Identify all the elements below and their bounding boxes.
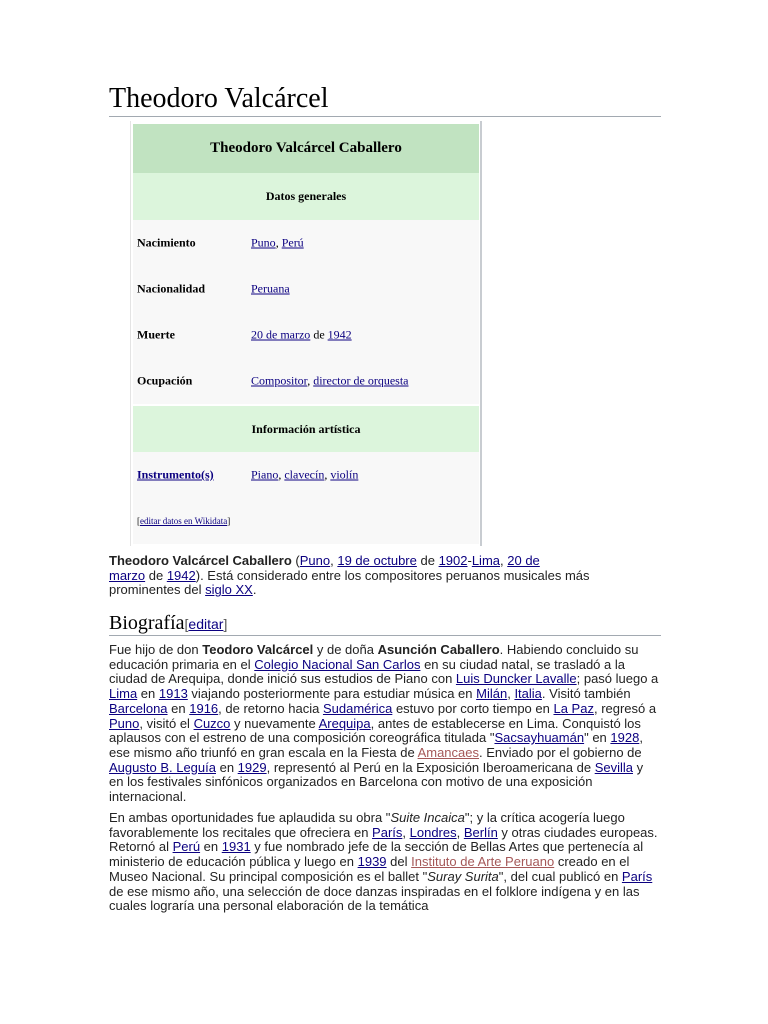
link[interactable]: 1928: [610, 730, 640, 746]
link[interactable]: Lima: [109, 686, 138, 702]
infobox-value: 20 de marzo de 1942: [251, 327, 352, 342]
bio-paragraph-2: En ambas oportunidades fue aplaudida su obra "Suite Incaica"; y la crítica acogería luego favorablemente los recitales que ofreciera en París, Londres, Berlín y otras ciudades europeas. Retornó al Perú en 1931 y fue nombrado jefe de la sección de Bellas Artes que pertenecía al ministerio de educación pública y luego en 1939 del Instituto de Arte Peruano creado en el Museo Nacional. Su principal composición es el ballet "Suray Surita", del cual publicó en París de ese mismo año, una selección de doce danzas inspiradas en el folklore indígena y en las cuales lograría una personal elaboración de la temática: [109, 810, 658, 914]
link[interactable]: La Paz: [553, 700, 594, 716]
link[interactable]: Puno: [251, 235, 276, 250]
link[interactable]: 19 de octubre: [337, 553, 417, 568]
section-edit: [editar]: [184, 616, 228, 632]
section-heading-biografia: Biografía[editar]: [109, 612, 661, 636]
link[interactable]: Peruana: [251, 281, 290, 296]
red-link[interactable]: Instituto de Arte Peruano: [411, 854, 555, 870]
wikidata-edit: [editar datos en Wikidata]: [137, 516, 231, 526]
infobox-row-instrument: [133, 452, 479, 499]
link[interactable]: 1931: [221, 839, 251, 855]
link[interactable]: 20 de: [507, 553, 540, 568]
link[interactable]: Piano: [251, 467, 279, 482]
edit-wikidata-link[interactable]: editar datos en Wikidata: [140, 516, 228, 526]
link[interactable]: Perú: [172, 839, 201, 855]
link[interactable]: 20 de marzo: [251, 327, 311, 342]
link[interactable]: 1942: [327, 327, 352, 342]
link[interactable]: clavecín: [284, 467, 325, 482]
link[interactable]: Colegio Nacional San Carlos: [254, 656, 421, 672]
link[interactable]: Italia: [514, 686, 542, 702]
infobox-section-artistic: Información artística: [133, 406, 479, 452]
link[interactable]: 1942: [166, 567, 196, 583]
link[interactable]: Sacsayhuamán: [494, 730, 585, 746]
link[interactable]: 1916: [189, 700, 219, 716]
link[interactable]: Instrumento(s): [137, 467, 214, 482]
infobox-label: Nacionalidad: [137, 281, 206, 296]
infobox-value: Puno, Perú: [251, 235, 304, 250]
infobox-row-occupation: [133, 358, 479, 405]
infobox-row-nationality: [133, 266, 479, 313]
bio-paragraph-1: Fue hijo de don Teodoro Valcárcel y de doña Asunción Caballero. Habiendo concluido su educación primaria en el Colegio Nacional San Carlos en su ciudad natal, se trasladó a la ciudad de Arequipa, donde inició sus estudios de Piano con Luis Duncker Lavalle; pasó luego a Lima en 1913 viajando posteriormente para estudiar música en Milán, Italia. Visitó también Barcelona en 1916, de retorno hacia Sudamérica estuvo por corto tiempo en La Paz, regresó a Puno, visitó el Cuzco y nuevamente Arequipa, antes de establecerse en Lima. Conquistó los aplausos con el estreno de una composición coreográfica titulada "Sacsayhuamán" en 1928, ese mismo año triunfó en gran escala en la Fiesta de Amancaes. Enviado por el gobierno de Augusto B. Leguía en 1929, representó al Perú en la Exposición Iberoamericana de Sevilla y en los festivales sinfónicos organizados en Barcelona con motivo de una exposición internacional.: [109, 642, 659, 805]
link[interactable]: París: [372, 824, 403, 840]
link[interactable]: Augusto B. Leguía: [109, 759, 216, 775]
link[interactable]: Cuzco: [193, 715, 231, 731]
link[interactable]: Londres: [409, 824, 457, 840]
link[interactable]: 1939: [357, 854, 387, 870]
infobox-header: Theodoro Valcárcel Caballero: [133, 124, 479, 173]
infobox-label: Nacimiento: [137, 235, 196, 250]
bold-name: Theodoro Valcárcel Caballero: [109, 553, 292, 568]
infobox: [130, 121, 482, 546]
infobox-value: Piano, clavecín, violín: [251, 467, 359, 482]
infobox-value: [251, 282, 290, 297]
link[interactable]: Perú: [281, 235, 304, 250]
link[interactable]: marzo: [109, 567, 146, 583]
infobox-row-death: [133, 312, 479, 359]
infobox-label: Muerte: [137, 327, 175, 342]
link[interactable]: violín: [330, 467, 359, 482]
link[interactable]: Puno: [299, 553, 331, 568]
link[interactable]: París: [621, 868, 653, 884]
link[interactable]: Sevilla: [594, 759, 633, 775]
infobox-label: [137, 468, 214, 483]
link[interactable]: director de orquesta: [313, 373, 409, 388]
page-title: Theodoro Valcárcel: [109, 82, 661, 117]
link[interactable]: Compositor: [251, 373, 308, 388]
infobox-edit-row: [133, 498, 479, 545]
link[interactable]: Luis Duncker Lavalle: [455, 671, 577, 687]
edit-section-link[interactable]: editar: [188, 616, 224, 632]
link[interactable]: 1913: [158, 686, 188, 702]
link[interactable]: 1902: [438, 553, 468, 568]
link[interactable]: Berlín: [463, 824, 498, 840]
red-link[interactable]: Amancaes: [417, 744, 479, 760]
link[interactable]: siglo XX: [205, 582, 253, 598]
infobox-label: Ocupación: [137, 373, 193, 388]
link[interactable]: Puno: [109, 715, 140, 731]
link[interactable]: Barcelona: [109, 700, 168, 716]
link[interactable]: Lima: [471, 553, 501, 568]
link[interactable]: 1929: [237, 759, 267, 775]
infobox-section-general: Datos generales: [133, 173, 479, 220]
infobox-row-birth: [133, 220, 479, 267]
link[interactable]: Arequipa: [318, 715, 371, 731]
infobox-value: Compositor, director de orquesta: [251, 373, 409, 388]
link[interactable]: Milán: [476, 686, 508, 702]
link[interactable]: Sudamérica: [322, 700, 393, 716]
intro-paragraph: Theodoro Valcárcel Caballero (Puno, 19 de octubre de 1902-Lima, 20 de marzo de 1942). Está considerado entre los compositores peruanos musicales más prominentes del siglo XX.: [109, 553, 590, 598]
